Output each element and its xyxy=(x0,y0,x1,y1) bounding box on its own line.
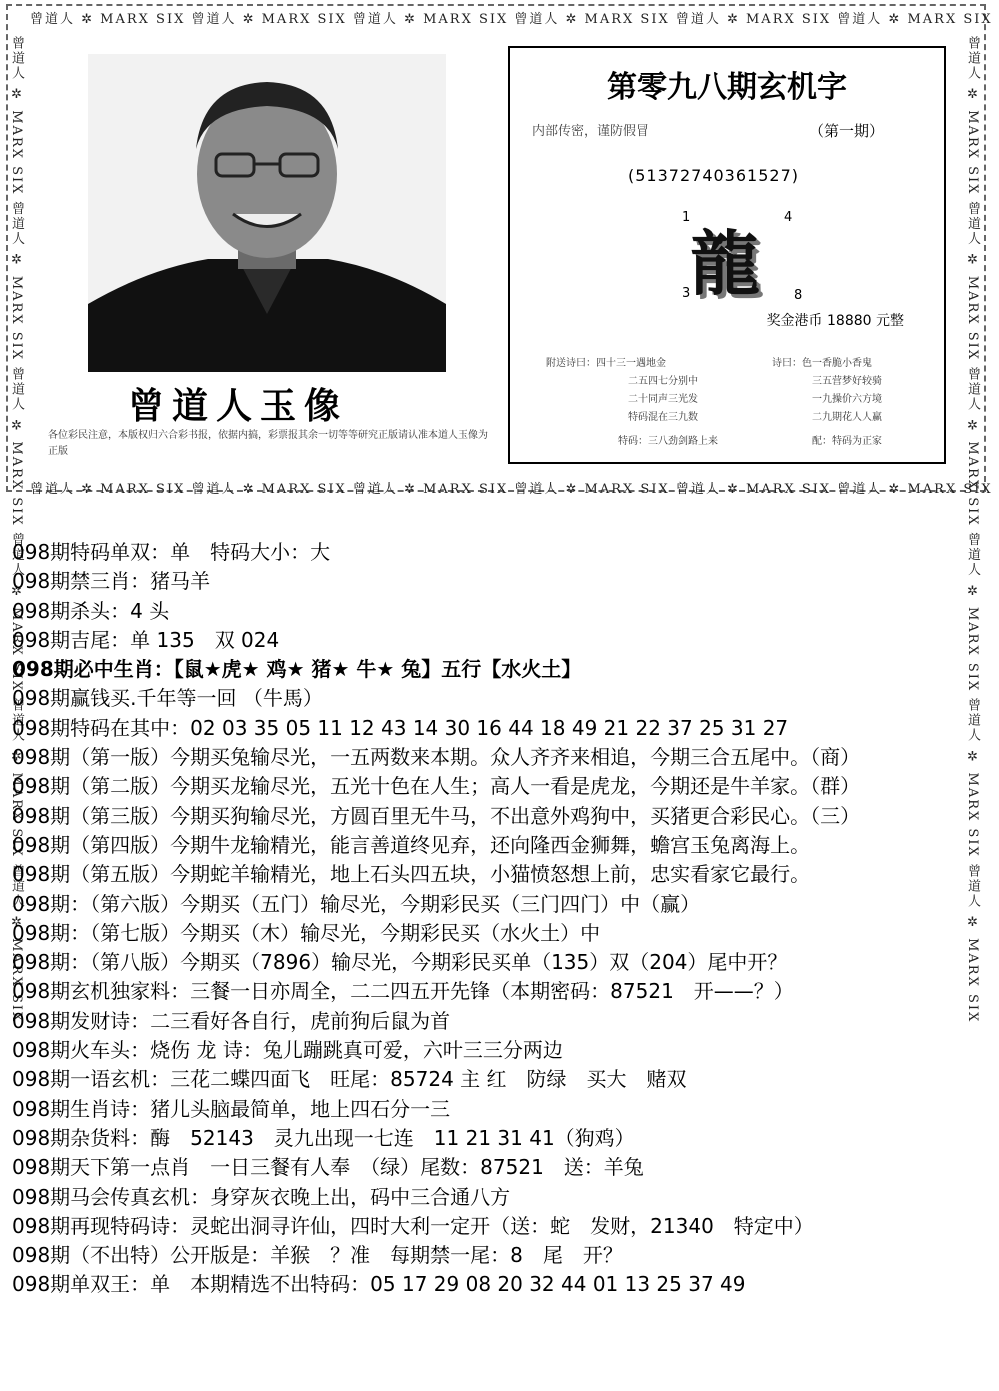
card-verse: 特码混在三九数 xyxy=(628,412,698,423)
card-verse: 诗曰：色一香脆小香鬼 xyxy=(772,358,872,369)
dragon-glyph xyxy=(682,208,774,305)
prediction-line: 098期（不出特）公开版是：羊猴 ？准 每期禁一尾：8 尾 开？ xyxy=(12,1243,623,1268)
prediction-line: 098期马会传真玄机：身穿灰衣晚上出，码中三合通八方 xyxy=(12,1184,511,1209)
prediction-line: 098期杂货料：酶 52143 灵九出现一七连 11 21 31 41（狗鸡） xyxy=(12,1125,635,1150)
prediction-line: 098期：（第七版）今期买（木）输尽光，今期彩民买（水火土）中 xyxy=(12,920,601,945)
dragon-char: 龍 xyxy=(690,222,760,305)
card-subtitle: 内部传密，谨防假冒 xyxy=(532,124,650,139)
photo-caption: 曾道人玉像 xyxy=(128,385,349,427)
card-verse: 附送诗曰：四十三一遇地金 xyxy=(546,358,666,369)
prediction-list xyxy=(12,538,992,1300)
prediction-line: 098期：（第八版）今期买（7896）输尽光，今期彩民买单（135）双（204）尾中开？ xyxy=(12,950,788,975)
prediction-line: 098期生肖诗：猪儿头脑最简单，地上四石分一三 xyxy=(12,1096,451,1121)
prediction-line: 098期吉尾：单 135 双 024 xyxy=(12,627,280,652)
prediction-line: 098期必中生肖：【鼠★虎★ 鸡★ 猪★ 牛★ 兔】五行【水火土】 xyxy=(12,657,582,682)
card-verse: 一九操价六方境 xyxy=(812,394,882,405)
prediction-line: 098期（第一版）今期买兔输尽光，一五两数来本期。众人齐齐来相追，今期三合五尾中。（商） xyxy=(12,745,861,770)
prediction-line: 098期单双王：单 本期精选不出特码：05 17 29 08 20 32 44 01 13 25 37 49 xyxy=(12,1272,746,1297)
prediction-line: 098期特码在其中：02 03 35 05 11 12 43 14 30 16 44 18 49 21 22 37 25 31 27 xyxy=(12,715,789,740)
prediction-line: 098期禁三肖：猪马羊 xyxy=(12,569,211,594)
prediction-line: 098期（第三版）今期买狗输尽光，方圆百里无牛马，不出意外鸡狗中，买猪更合彩民心。（三） xyxy=(12,803,861,828)
prediction-line: 098期一语玄机：三花二蝶四面飞 旺尾：85724 主 红 防绿 买大 赌双 xyxy=(12,1067,687,1092)
card-number-3: 3 xyxy=(682,286,691,301)
card-title: 第零九八期玄机字 xyxy=(607,70,847,105)
copyright-notice: 各位彩民注意，本版权归六合彩书报，依据内搞，彩票报其余一切等等研究正版请认准本道人玉像为正版 xyxy=(48,430,488,457)
prediction-line: 098期：（第六版）今期买（五门）输尽光，今期彩民买（三门四门）中（赢） xyxy=(12,891,701,916)
riddle-card xyxy=(508,46,946,464)
prediction-line: 098期发财诗：二三看好各自行，虎前狗后鼠为首 xyxy=(12,1008,451,1033)
prediction-line: 098期杀头：4 头 xyxy=(12,598,170,623)
border-text-bottom: 曾道人 ✲ MARX SIX 曾道人 ✲ MARX SIX 曾道人 ✲ MARX SIX 曾道人 ✲ MARX SIX 曾道人 ✲ MARX SIX 曾道人 ✲ MARX SIX xyxy=(30,482,993,497)
border-text-left: 曾道人 ✲ MARX SIX 曾道人 ✲ MARX SIX 曾道人 ✲ MARX SIX 曾道人 ✲ MARX SIX 曾道人 ✲ MARX SIX 曾道人 ✲ MARX SIX xyxy=(9,36,24,1024)
card-verse: 特码：三八劲剑路上来 xyxy=(618,436,718,447)
prediction-line: 098期（第五版）今期蛇羊输精光，地上石头四五块，小猫愤怒想上前，忠实看家它最行。 xyxy=(12,862,811,887)
prediction-line: 098期再现特码诗：灵蛇出洞寻许仙，四时大利一定开（送：蛇 发财，21340 特定中） xyxy=(12,1213,814,1238)
prediction-line: 098期（第二版）今期买龙输尽光，五光十色在人生；高人一看是虎龙，今期还是牛羊家。（群） xyxy=(12,774,861,799)
prediction-line: 098期赢钱买.千年等一回 （牛馬） xyxy=(12,686,323,711)
prediction-line: 098期特码单双：单 特码大小：大 xyxy=(12,540,331,564)
card-verse: 三五营梦好较骑 xyxy=(812,376,882,387)
border-text-right: 曾道人 ✲ MARX SIX 曾道人 ✲ MARX SIX 曾道人 ✲ MARX SIX 曾道人 ✲ MARX SIX 曾道人 ✲ MARX SIX 曾道人 ✲ MARX SIX xyxy=(965,36,980,1024)
card-number-8: 8 xyxy=(794,288,803,303)
card-verse: 二十同声三光发 xyxy=(628,394,698,405)
card-number-4: 4 xyxy=(784,210,793,225)
card-verse: 二九期花人人赢 xyxy=(812,412,882,423)
card-verse: 二五四七分别中 xyxy=(628,376,698,387)
card-issue: （第一期） xyxy=(808,122,884,140)
prediction-line: 098期玄机独家料：三餐一日亦周全，二二四五开先锋（本期密码：87521 开——？） xyxy=(12,979,794,1004)
card-prize: 奖金港币 18880 元整 xyxy=(766,313,904,329)
border-text-top: 曾道人 ✲ MARX SIX 曾道人 ✲ MARX SIX 曾道人 ✲ MARX SIX 曾道人 ✲ MARX SIX 曾道人 ✲ MARX SIX 曾道人 ✲ MARX SIX xyxy=(30,12,993,27)
card-phone: (51372740361527) xyxy=(628,166,799,185)
prediction-line: 098期天下第一点肖 一日三餐有人奉 （绿）尾数：87521 送：羊兔 xyxy=(12,1155,644,1180)
card-verse: 配：特码为正家 xyxy=(812,436,882,447)
prediction-line: 098期（第四版）今期牛龙输精光，能言善道终见弃，还向隆西金狮舞，蟾宫玉兔离海上。 xyxy=(12,832,811,857)
card-number-1: 1 xyxy=(682,210,691,225)
prediction-line: 098期火车头：烧伤 龙 诗：兔儿蹦跳真可爱，六叶三三分两边 xyxy=(12,1038,563,1063)
portrait-photo xyxy=(88,54,446,372)
